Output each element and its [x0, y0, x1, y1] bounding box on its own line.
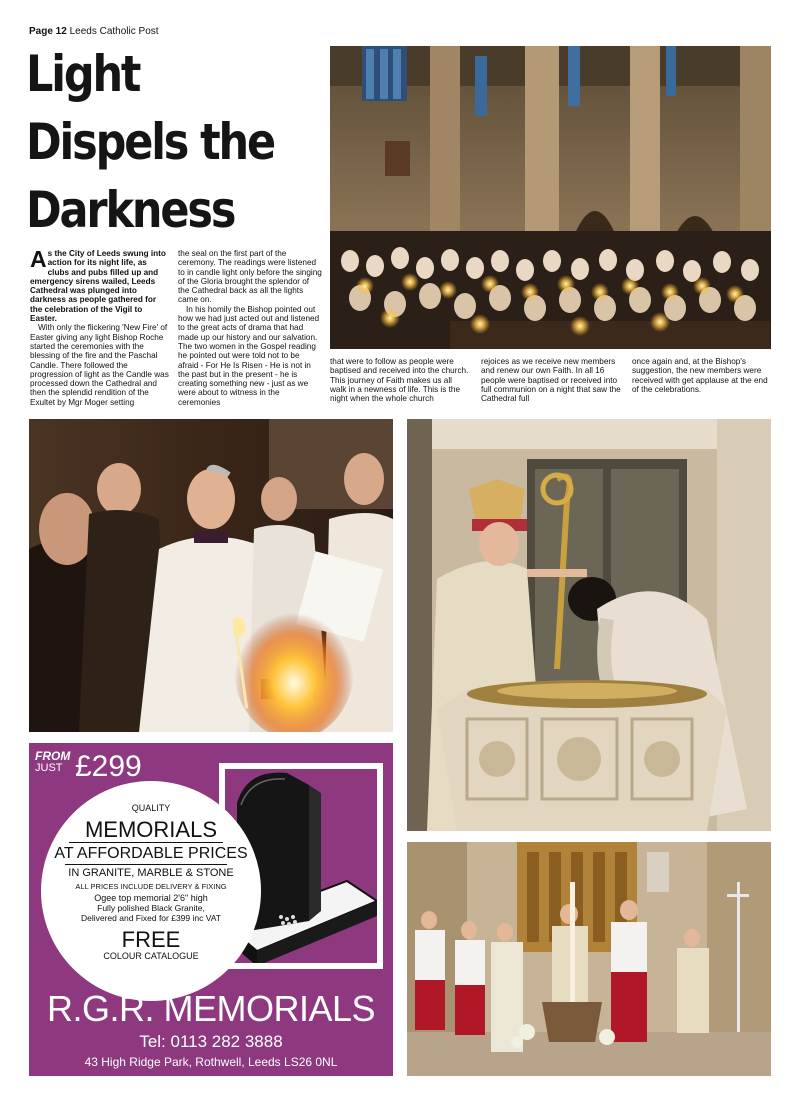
ad-polished: Fully polished Black Granite, — [97, 903, 205, 913]
headline-line-3: Darkness — [26, 181, 235, 239]
ad-materials: IN GRANITE, MARBLE & STONE — [68, 867, 234, 879]
article-lead — [30, 249, 170, 323]
article-lead-text: s the City of Leeds swung into action for its night life, as clubs and pubs filled up and emergency sirens wailed, Leeds Cathedral was plunged into darkness as people gathered for the celebration of the Vigil to Easter. — [30, 249, 166, 324]
ad-fixed-price: Delivered and Fixed for £399 inc VAT — [80, 913, 221, 923]
ad-free: FREE — [121, 927, 181, 952]
publication-name: Leeds Catholic Post — [69, 26, 159, 37]
photo-sanctuary-ceremony — [407, 842, 771, 1076]
ad-from-label: FROM — [35, 749, 71, 763]
article-column-2 — [178, 249, 322, 409]
ad-divider — [65, 864, 227, 865]
ad-ogee: Ogee top memorial 2'6" high — [94, 893, 208, 903]
article-paragraph: that were to follow as people were baptised and received into the church. This journey of Faith makes us all walk in a newness of life. This is the night when the whole church — [330, 357, 469, 404]
article-column-3 — [330, 357, 470, 407]
article-paragraph: rejoices as we receive new members and renew our own Faith. In all 16 people were baptised or received into full communion on a night that saw the Cathedral full — [481, 357, 621, 404]
article-paragraph: the seal on the first part of the ceremony. The readings were listened to in candle light only before the singing of the Gloria brought the splendor of the Cathedral back as all the lights came on. — [178, 249, 322, 305]
photo-lighting-paschal-fire — [29, 419, 393, 732]
ad-affordable: AT AFFORDABLE PRICES — [54, 845, 248, 862]
photo-cathedral-candlelight — [330, 46, 771, 349]
photo-baptism-at-font — [407, 419, 771, 831]
ad-just-label: JUST — [35, 762, 63, 774]
ad-divider — [69, 842, 223, 843]
article-column-1 — [30, 249, 170, 409]
ad-address: 43 High Ridge Park, Rothwell, Leeds LS26 0NL — [84, 1055, 338, 1069]
article-paragraph: With only the flickering 'New Fire' of Easter giving any light Bishop Roche started the ceremonies with the blessing of the fire and the Paschal Candle. There followed the progression of light as the Candle was processed down the Cathedral and then the splendid rendition of the Exultet by Mgr Moger setting — [30, 323, 169, 407]
article-column-4 — [481, 357, 621, 407]
ad-catalogue: COLOUR CATALOGUE — [103, 951, 199, 961]
ad-delivery: ALL PRICES INCLUDE DELIVERY & FIXING — [75, 882, 227, 891]
ad-quality: QUALITY — [131, 803, 171, 813]
page-number: Page 12 — [29, 26, 67, 37]
article-paragraph: In his homily the Bishop pointed out how we had just acted out and listened to the great acts of drama that had made up our history and our salvation. The two women in the Gospel reading he pointed out were told not to be afraid - For He Is Risen - He is not in the past but in the present - he is creating something new - just as we were about to witness in the ceremonies — [178, 304, 320, 407]
headline — [26, 40, 284, 244]
ad-memorials: MEMORIALS — [84, 817, 218, 842]
drop-cap: A — [30, 249, 47, 272]
headline-line-1: Light — [26, 45, 140, 103]
headline-line-2: Dispels the — [26, 113, 274, 171]
ad-offer-circle — [41, 781, 261, 1001]
page-folio — [29, 26, 159, 37]
ad-company-name: R.G.R. MEMORIALS — [46, 988, 376, 1029]
article-column-5 — [632, 357, 772, 407]
ad-telephone: Tel: 0113 282 3888 — [139, 1032, 283, 1051]
article-paragraph: once again and, at the Bishop's suggestion, the new members were received with get applause at the end of the celebrations. — [632, 357, 768, 394]
ad-price: £299 — [75, 750, 142, 783]
memorials-advert — [29, 743, 393, 1076]
